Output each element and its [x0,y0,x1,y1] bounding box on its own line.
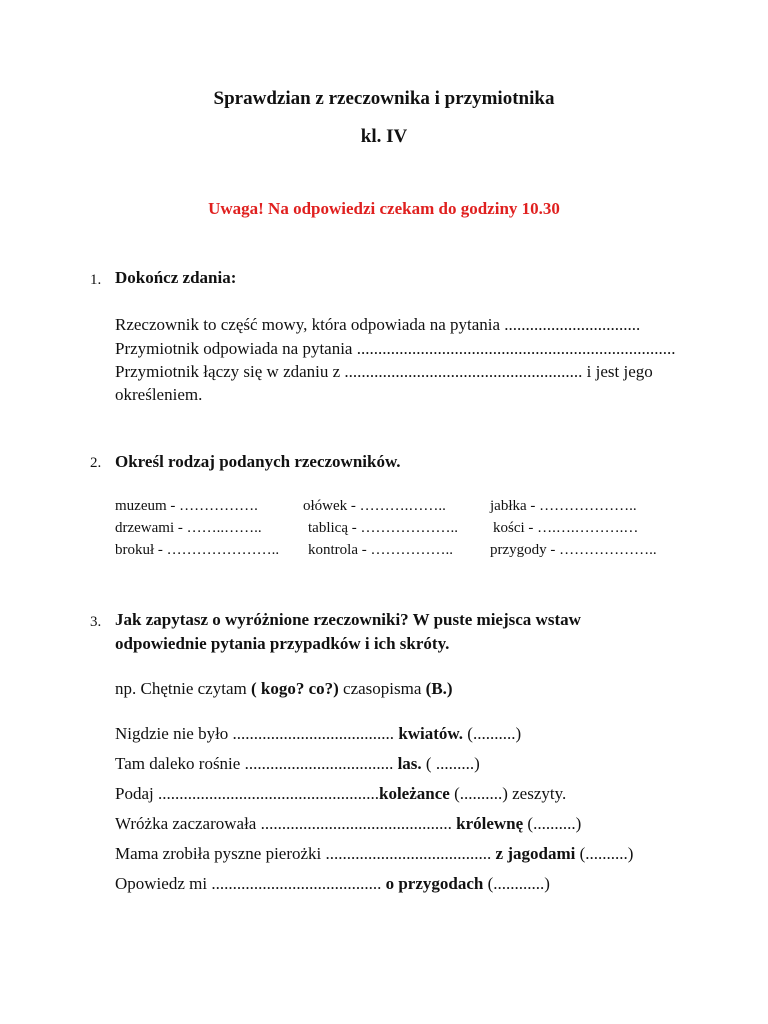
item-prefix: Podaj .................................................... [115,784,379,803]
item-word: las. [397,754,422,773]
task1-heading: Dokończ zdania: [115,268,237,287]
item-word: kwiatów. [398,724,464,743]
item-prefix: Nigdzie nie było ...................................... [115,724,399,743]
task2-item: brokuł - ………………….. [115,542,280,558]
task3-heading-line-1: Jak zapytasz o wyróżnione rzeczowniki? W puste miejsca wstaw [115,610,581,629]
task1-line-2: Przymiotnik odpowiada na pytania ........................................................................... [115,339,676,358]
task2-item: jabłka - ……………….. [490,498,637,514]
example-word: czasopisma [338,679,426,698]
task2-item: tablicą - ……………….. [308,520,458,536]
task3-example [115,679,453,699]
example-prefix: np. Chętnie czytam [115,679,251,698]
task1-line-4: określeniem. [115,385,203,404]
task3-item [115,784,566,804]
example-question: ( kogo? co?) [250,679,339,698]
example-case: (B.) [425,679,453,698]
item-prefix: Tam daleko rośnie ................................... [115,754,398,773]
item-prefix: Opowiedz mi ........................................ [115,874,386,893]
item-prefix: Wróżka zaczarowała ............................................. [115,814,457,833]
task3-item [115,814,581,834]
notice-text: Uwaga! Na odpowiedzi czekam do godziny 10.30 [208,199,560,218]
item-suffix: (..........) [575,844,634,863]
task1-line-1: Rzeczownik to część mowy, która odpowiada na pytania ................................ [115,315,641,334]
task2-item: przygody - ……………….. [490,542,657,558]
task3-item [115,874,550,894]
item-prefix: Mama zrobiła pyszne pierożki ....................................... [115,844,496,863]
task2-item: kości - ….….……….… [493,520,639,536]
task3-item [115,724,521,744]
task1-number: 1. [90,272,102,288]
task2-item: ołówek - ……….…….. [303,498,446,514]
task2-item: kontrola - …………….. [308,542,453,558]
item-suffix: (..........) [463,724,522,743]
task2-number: 2. [90,455,102,471]
item-word: koleżance [378,784,450,803]
task2-item: muzeum - ……………. [115,498,258,514]
task2-heading: Określ rodzaj podanych rzeczowników. [115,452,401,471]
item-suffix: (............) [483,874,550,893]
class-label: kl. IV [360,126,408,147]
task1-line-3: Przymiotnik łączy się w zdaniu z ........................................................ i jest jego [115,362,653,381]
task3-heading-line-2: odpowiednie pytania przypadków i ich skróty. [115,634,450,653]
item-word: królewnę [456,814,524,833]
document-title: Sprawdzian z rzeczownika i przymiotnika [213,88,555,109]
item-word: z jagodami [495,844,576,863]
item-suffix: (..........) [523,814,582,833]
task3-item [115,754,480,774]
item-suffix: ( .........) [421,754,480,773]
task3-item [115,844,633,864]
item-word: o przygodach [385,874,484,893]
task2-item: drzewami - ……..…….. [115,520,262,536]
item-suffix: (..........) zeszyty. [449,784,567,803]
task3-number: 3. [90,614,102,630]
